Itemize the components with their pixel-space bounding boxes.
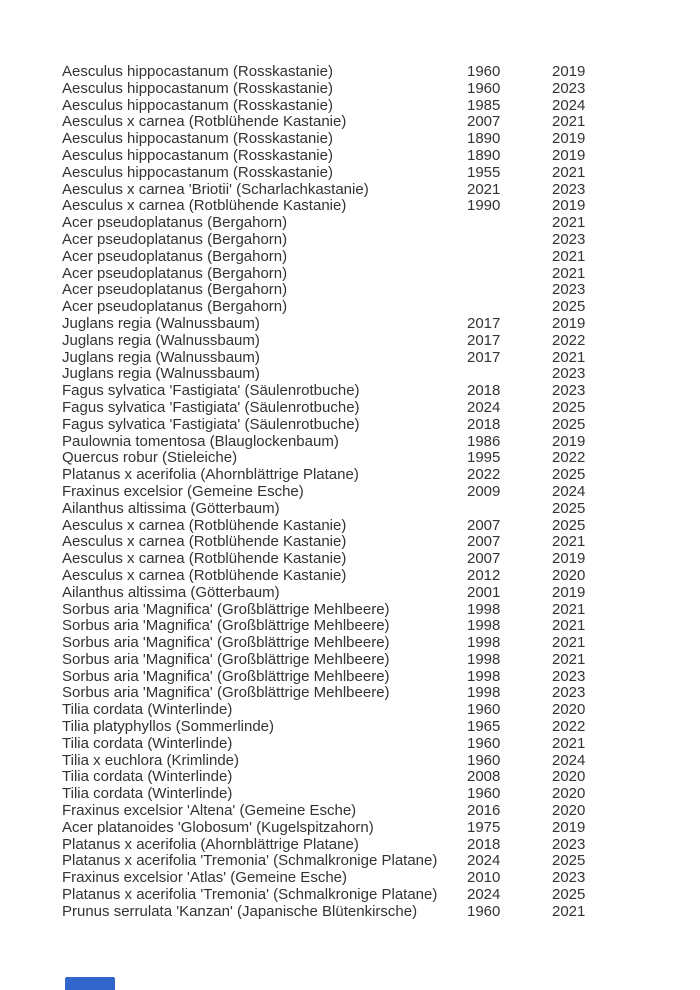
species-name: Fraxinus excelsior (Gemeine Esche) [62,482,304,500]
species-name: Quercus robur (Stieleiche) [62,449,238,467]
year-column-1: 1890 [467,130,501,148]
year-column-1: 2024 [467,886,501,904]
year-column-2: 2024 [552,482,586,500]
species-name: Aesculus x carnea (Rotblühende Kastanie) [62,533,347,551]
species-name: Tilia cordata (Winterlinde) [62,785,233,803]
year-column-2: 2025 [552,398,586,416]
year-column-2: 2023 [552,382,586,400]
year-column-1: 1960 [467,734,501,752]
year-column-2: 2023 [552,684,586,702]
year-column-1: 1998 [467,617,501,635]
species-name: Aesculus x carnea (Rotblühende Kastanie) [62,197,347,215]
species-name: Aesculus x carnea (Rotblühende Kastanie) [62,516,347,534]
year-column-2: 2023 [552,230,586,248]
species-name: Sorbus aria 'Magnifica' (Großblättrige Mehlbeere) [62,600,390,618]
year-column-2: 2023 [552,365,586,383]
year-column-2: 2019 [552,583,586,601]
species-name: Tilia cordata (Winterlinde) [62,701,233,719]
year-column-2: 2021 [552,650,586,668]
year-column-1: 2017 [467,331,501,349]
year-column-1: 1960 [467,751,501,769]
year-column-1: 1975 [467,818,501,836]
species-name: Sorbus aria 'Magnifica' (Großblättrige Mehlbeere) [62,684,390,702]
year-column-2: 2025 [552,852,586,870]
table-row [0,182,700,199]
table-row [0,434,700,451]
year-column-2: 2021 [552,214,586,232]
table-row [0,249,700,266]
table-row [0,887,700,904]
year-column-1: 2009 [467,482,501,500]
year-column-2: 2019 [552,818,586,836]
year-column-2: 2021 [552,617,586,635]
year-column-2: 2025 [552,415,586,433]
table-row [0,64,700,81]
table-row [0,635,700,652]
year-column-1: 1986 [467,432,501,450]
species-name: Aesculus x carnea (Rotblühende Kastanie) [62,113,347,131]
table-row [0,702,700,719]
table-row [0,769,700,786]
year-column-2: 2023 [552,667,586,685]
year-column-2: 2025 [552,499,586,517]
species-name: Acer pseudoplatanus (Bergahorn) [62,298,288,316]
year-column-1: 1960 [467,63,501,80]
year-column-2: 2021 [552,113,586,131]
year-column-1: 1955 [467,163,501,181]
table-row [0,820,700,837]
year-column-2: 2020 [552,785,586,803]
table-row [0,114,700,131]
species-name: Ailanthus altissima (Götterbaum) [62,583,280,601]
year-column-2: 2021 [552,264,586,282]
table-row [0,534,700,551]
species-name: Acer pseudoplatanus (Bergahorn) [62,214,288,232]
year-column-1: 1960 [467,79,501,97]
species-name: Aesculus hippocastanum (Rosskastanie) [62,146,333,164]
species-name: Platanus x acerifolia (Ahornblättrige Platane) [62,466,359,484]
year-column-1: 2001 [467,583,501,601]
year-column-1: 2007 [467,516,501,534]
table-row [0,551,700,568]
year-column-2: 2021 [552,634,586,652]
year-column-2: 2020 [552,768,586,786]
table-row [0,585,700,602]
table-row [0,467,700,484]
table-row [0,366,700,383]
year-column-2: 2019 [552,432,586,450]
year-column-2: 2021 [552,163,586,181]
species-name: Tilia x euchlora (Krimlinde) [62,751,239,769]
species-name: Prunus serrulata 'Kanzan' (Japanische Blütenkirsche) [62,902,418,920]
species-name: Sorbus aria 'Magnifica' (Großblättrige Mehlbeere) [62,617,390,635]
year-column-1: 2024 [467,852,501,870]
species-name: Aesculus x carnea (Rotblühende Kastanie) [62,566,347,584]
species-name: Juglans regia (Walnussbaum) [62,348,260,366]
table-row [0,602,700,619]
tree-species-list [0,64,700,921]
table-row [0,148,700,165]
table-row [0,685,700,702]
table-row [0,131,700,148]
year-column-2: 2021 [552,533,586,551]
year-column-1: 1998 [467,667,501,685]
species-name: Tilia platyphyllos (Sommerlinde) [62,718,275,736]
table-row [0,803,700,820]
year-column-1: 1965 [467,718,501,736]
year-column-1: 2010 [467,869,501,887]
species-name: Acer pseudoplatanus (Bergahorn) [62,247,288,265]
species-name: Acer platanoides 'Globosum' (Kugelspitzahorn) [62,818,374,836]
species-name: Platanus x acerifolia 'Tremonia' (Schmalkronige Platane) [62,886,438,904]
year-column-1: 2017 [467,314,501,332]
species-name: Juglans regia (Walnussbaum) [62,314,260,332]
year-column-1: 2007 [467,533,501,551]
year-column-2: 2023 [552,281,586,299]
table-row [0,870,700,887]
table-row [0,484,700,501]
year-column-1: 2021 [467,180,501,198]
year-column-2: 2019 [552,130,586,148]
table-row [0,198,700,215]
table-row [0,350,700,367]
table-row [0,853,700,870]
year-column-2: 2023 [552,835,586,853]
year-column-1: 2018 [467,835,501,853]
year-column-1: 1998 [467,600,501,618]
year-column-1: 1998 [467,650,501,668]
table-row [0,333,700,350]
species-name: Juglans regia (Walnussbaum) [62,365,260,383]
table-row [0,232,700,249]
year-column-2: 2023 [552,180,586,198]
year-column-1: 2018 [467,415,501,433]
table-row [0,450,700,467]
year-column-1: 1960 [467,701,501,719]
year-column-1: 1995 [467,449,501,467]
table-row [0,266,700,283]
year-column-2: 2023 [552,869,586,887]
year-column-1: 1990 [467,197,501,215]
species-name: Juglans regia (Walnussbaum) [62,331,260,349]
table-row [0,786,700,803]
year-column-2: 2025 [552,466,586,484]
year-column-2: 2020 [552,566,586,584]
year-column-2: 2024 [552,751,586,769]
table-row [0,383,700,400]
table-row [0,81,700,98]
year-column-2: 2019 [552,197,586,215]
year-column-2: 2020 [552,802,586,820]
species-name: Platanus x acerifolia (Ahornblättrige Platane) [62,835,359,853]
table-row [0,215,700,232]
species-name: Fagus sylvatica 'Fastigiata' (Säulenrotbuche) [62,382,360,400]
table-row [0,501,700,518]
year-column-1: 2007 [467,550,501,568]
species-name: Tilia cordata (Winterlinde) [62,768,233,786]
year-column-2: 2019 [552,314,586,332]
year-column-2: 2022 [552,718,586,736]
table-row [0,400,700,417]
species-name: Sorbus aria 'Magnifica' (Großblättrige Mehlbeere) [62,650,390,668]
year-column-2: 2021 [552,902,586,920]
species-name: Fagus sylvatica 'Fastigiata' (Säulenrotbuche) [62,415,360,433]
table-row [0,417,700,434]
table-row [0,618,700,635]
species-name: Platanus x acerifolia 'Tremonia' (Schmalkronige Platane) [62,852,438,870]
year-column-1: 1998 [467,684,501,702]
species-name: Fraxinus excelsior 'Atlas' (Gemeine Esche) [62,869,347,887]
year-column-1: 2016 [467,802,501,820]
table-row [0,518,700,535]
table-row [0,669,700,686]
species-name: Acer pseudoplatanus (Bergahorn) [62,264,288,282]
year-column-1: 1960 [467,902,501,920]
species-name: Aesculus hippocastanum (Rosskastanie) [62,79,333,97]
year-column-1: 2022 [467,466,501,484]
table-row [0,837,700,854]
species-name: Aesculus x carnea (Rotblühende Kastanie) [62,550,347,568]
year-column-1: 2012 [467,566,501,584]
species-name: Acer pseudoplatanus (Bergahorn) [62,230,288,248]
species-name: Sorbus aria 'Magnifica' (Großblättrige Mehlbeere) [62,634,390,652]
table-row [0,316,700,333]
year-column-1: 1960 [467,785,501,803]
species-name: Fraxinus excelsior 'Altena' (Gemeine Esche) [62,802,357,820]
species-name: Tilia cordata (Winterlinde) [62,734,233,752]
year-column-1: 1985 [467,96,501,114]
year-column-2: 2019 [552,550,586,568]
species-name: Aesculus hippocastanum (Rosskastanie) [62,163,333,181]
year-column-2: 2022 [552,449,586,467]
year-column-2: 2019 [552,63,586,80]
year-column-1: 2024 [467,398,501,416]
table-row [0,98,700,115]
table-row [0,753,700,770]
species-name: Aesculus hippocastanum (Rosskastanie) [62,96,333,114]
species-name: Aesculus hippocastanum (Rosskastanie) [62,63,333,80]
year-column-2: 2025 [552,516,586,534]
table-row [0,568,700,585]
species-name: Aesculus x carnea 'Briotii' (Scharlachkastanie) [62,180,369,198]
table-row [0,282,700,299]
year-column-1: 1998 [467,634,501,652]
table-row [0,652,700,669]
year-column-2: 2021 [552,600,586,618]
year-column-2: 2025 [552,298,586,316]
year-column-1: 2008 [467,768,501,786]
year-column-2: 2020 [552,701,586,719]
table-row [0,299,700,316]
year-column-2: 2024 [552,96,586,114]
cutoff-blue-button[interactable] [65,977,115,990]
year-column-2: 2021 [552,734,586,752]
species-name: Ailanthus altissima (Götterbaum) [62,499,280,517]
species-name: Aesculus hippocastanum (Rosskastanie) [62,130,333,148]
table-row [0,736,700,753]
year-column-2: 2022 [552,331,586,349]
year-column-1: 2018 [467,382,501,400]
species-name: Sorbus aria 'Magnifica' (Großblättrige Mehlbeere) [62,667,390,685]
year-column-2: 2023 [552,79,586,97]
species-name: Paulownia tomentosa (Blauglockenbaum) [62,432,339,450]
table-row [0,165,700,182]
year-column-2: 2025 [552,886,586,904]
year-column-1: 2017 [467,348,501,366]
year-column-2: 2021 [552,247,586,265]
year-column-1: 1890 [467,146,501,164]
table-row [0,904,700,921]
species-name: Acer pseudoplatanus (Bergahorn) [62,281,288,299]
table-row [0,719,700,736]
species-name: Fagus sylvatica 'Fastigiata' (Säulenrotbuche) [62,398,360,416]
year-column-2: 2019 [552,146,586,164]
year-column-1: 2007 [467,113,501,131]
year-column-2: 2021 [552,348,586,366]
